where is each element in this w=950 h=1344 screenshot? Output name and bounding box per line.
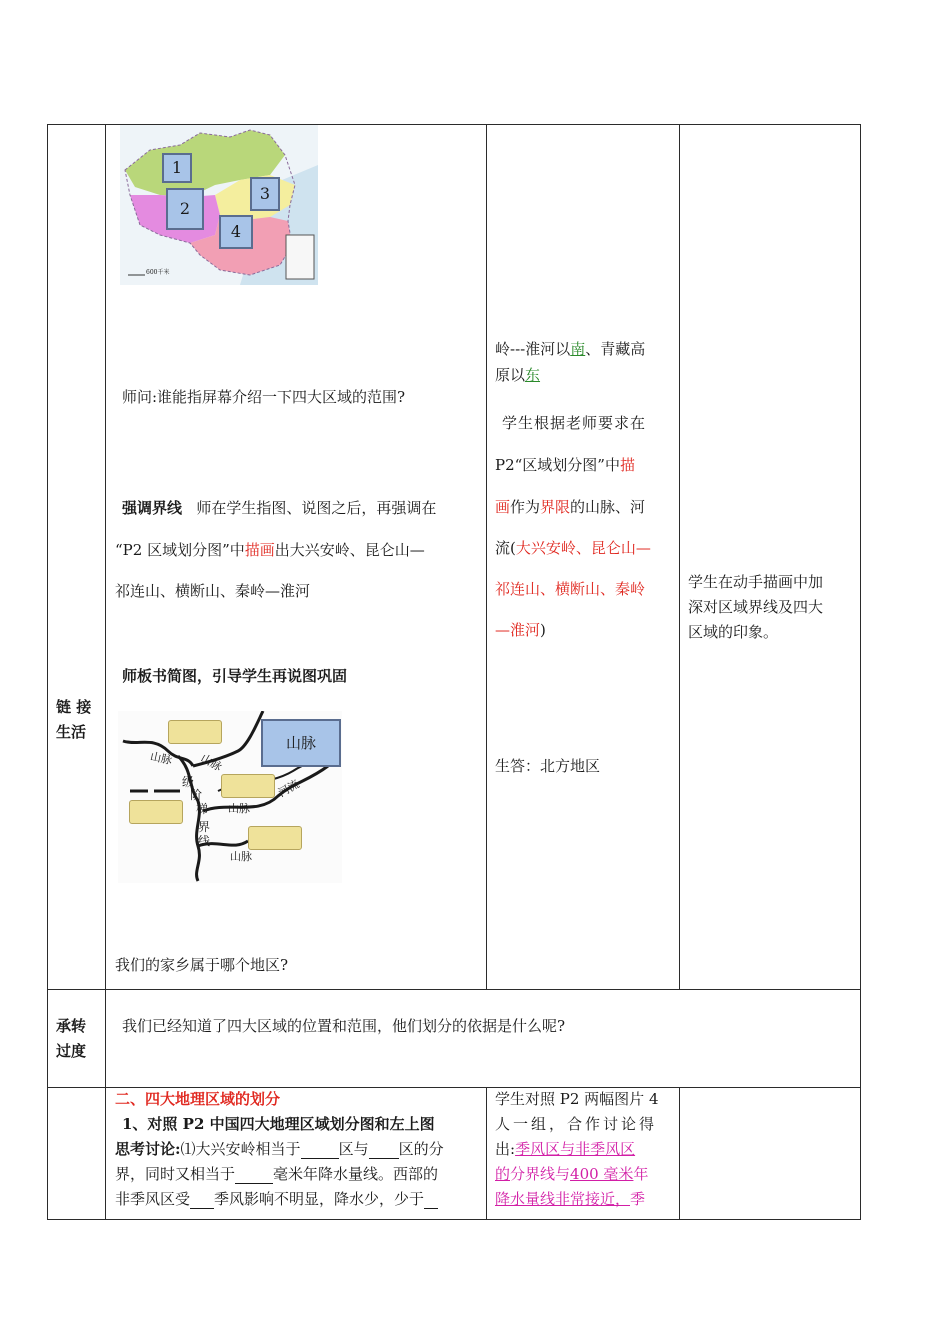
row3-student-line5-b: 季	[630, 1190, 646, 1208]
student-line1-c: 、青藏高	[585, 340, 646, 358]
row3-intent-cell	[679, 1087, 861, 1220]
teacher-question: 师问:谁能指屏幕介绍一下四大区域的范围?	[122, 388, 406, 406]
sketch-label-mountain-1: 山脉	[148, 749, 174, 768]
sketch-label-mountain-4: 山脉	[230, 850, 252, 863]
student-line2	[495, 365, 540, 385]
task-line2-end: 区的分	[398, 1140, 444, 1158]
row3-student-line4-a: 的	[495, 1165, 511, 1183]
blank-2	[369, 1144, 399, 1159]
sketch-blank-box-1	[168, 720, 222, 744]
board-sketch	[118, 711, 342, 883]
task-line1: 1、对照 P2 中国四大地理区域划分图和左上图	[122, 1115, 435, 1133]
row1-side-label-line2: 生活	[56, 723, 87, 741]
task-line4-b: 季风影响不明显，降水少，少于	[214, 1190, 425, 1208]
row3-label-cell	[47, 1087, 106, 1220]
board-title: 师板书简图，引导学生再说图巩固	[122, 667, 348, 685]
student-line6-b: 大兴安岭、昆仑山—	[515, 539, 651, 557]
student-line1-a: 岭---淮河以	[495, 340, 571, 358]
row3-student-line4-c: 400 毫米	[570, 1165, 634, 1183]
row2-side-label-line1: 承转	[56, 1017, 87, 1035]
sketch-label-boundary-1: 界	[198, 820, 211, 834]
section-heading: 二、四大地理区域的划分	[115, 1090, 281, 1108]
emphasis-line1-text: 师在学生指图、说图之后，再强调在	[196, 499, 437, 517]
sketch-label-boundary-2: 线	[198, 834, 211, 848]
emphasis-line2-a: “P2 区域划分图”中	[115, 541, 245, 559]
map-label-3: 3	[250, 177, 280, 211]
row2-side-label-line2: 过度	[56, 1042, 87, 1060]
map-label-4: 4	[219, 215, 253, 249]
row3-student-line1: 学生对照 P2 两幅图片 4	[495, 1090, 659, 1108]
student-line8-b: )	[540, 621, 546, 639]
row3-student-line2: 人一组，合作讨论得	[495, 1115, 658, 1133]
student-answer: 生答：北方地区	[495, 757, 601, 775]
student-line3: 学生根据老师要求在	[502, 414, 647, 432]
sketch-blank-box-3	[129, 800, 183, 824]
row3-student-line4-d: 年	[633, 1165, 649, 1183]
sketch-label-step-2: 阶	[190, 788, 203, 802]
row3-student-line3-a: 出:	[495, 1140, 516, 1158]
student-line7: 祁连山、横断山、秦岭	[495, 580, 646, 598]
sketch-label-mountain-3: 山脉	[228, 802, 250, 815]
student-line1	[495, 339, 645, 359]
transition-text: 我们已经知道了四大区域的位置和范围，他们划分的依据是什么呢?	[122, 1017, 566, 1035]
student-line2-b: 东	[525, 366, 541, 384]
row1-label-cell	[47, 124, 106, 990]
emphasis-title: 强调界线	[122, 499, 183, 517]
row3-student-line3-b: 季风区与非季风区	[515, 1140, 636, 1158]
row2-content-cell	[105, 989, 861, 1088]
student-line6-a: 流(	[495, 539, 516, 557]
sketch-label-river: 河流	[275, 777, 302, 800]
row2-label-cell	[47, 989, 106, 1088]
student-line8	[495, 620, 546, 640]
china-regions-map	[120, 125, 318, 285]
student-line5-b: 作为	[510, 498, 541, 516]
student-line4-a: P2“区域划分图”中	[495, 456, 620, 474]
blank-5	[424, 1194, 438, 1209]
row1-side-label-line1: 链 接	[56, 698, 92, 716]
student-line5	[495, 497, 645, 517]
student-line4	[495, 455, 635, 475]
intent-line2: 深对区域界线及四大	[688, 598, 824, 616]
blank-1	[301, 1144, 339, 1159]
emphasis-line1	[122, 498, 436, 518]
task-line2	[115, 1139, 444, 1159]
map-label-1: 1	[162, 153, 192, 183]
row3-student-line4-b: 分界线与	[510, 1165, 571, 1183]
task-line2-rest: ⑴大兴安岭相当于	[180, 1140, 301, 1158]
sketch-label-step-1: 级	[182, 775, 195, 789]
map-label-2: 2	[166, 188, 204, 230]
task-line4-a: 非季风区受	[115, 1190, 191, 1208]
student-line1-b: 南	[570, 340, 586, 358]
sketch-label-step-3: 梯	[196, 802, 209, 816]
intent-line1: 学生在动手描画中加	[688, 573, 824, 591]
blank-3	[235, 1169, 273, 1184]
task-line2-mid: 区与	[338, 1140, 369, 1158]
student-line5-a: 画	[495, 498, 511, 516]
task-line3-a: 界，同时又相当于	[115, 1165, 236, 1183]
emphasis-line2-b: 描画	[244, 541, 275, 559]
row3-student-line4	[495, 1164, 648, 1184]
task-line2-bold: 思考讨论:	[115, 1140, 181, 1158]
emphasis-line2	[115, 540, 425, 560]
student-line4-b: 描	[619, 456, 635, 474]
task-line4	[115, 1189, 438, 1209]
student-line6	[495, 538, 651, 558]
hometown-question: 我们的家乡属于哪个地区?	[115, 956, 289, 974]
sketch-label-mountain-2: 山脉	[198, 751, 225, 774]
sketch-mountain-box: 山脉	[261, 719, 341, 767]
row1-intent-cell	[679, 124, 861, 990]
student-line5-c: 界限	[540, 498, 571, 516]
student-line5-d: 的山脉、河	[570, 498, 646, 516]
row3-student-line5-a: 降水量线非常接近，	[495, 1190, 631, 1208]
task-line3	[115, 1164, 438, 1184]
blank-4	[190, 1194, 214, 1209]
task-line3-b: 毫米年降水量线。西部的	[273, 1165, 439, 1183]
row3-student-line3	[495, 1139, 635, 1159]
student-line2-a: 原以	[495, 366, 526, 384]
intent-line3: 区域的印象。	[688, 623, 779, 641]
map-scale-caption: 600千米	[146, 269, 170, 276]
row3-student-line5	[495, 1189, 645, 1209]
emphasis-line2-c: 出大兴安岭、昆仑山—	[274, 541, 425, 559]
student-line8-a: —淮河	[495, 621, 541, 639]
sketch-blank-box-4	[248, 826, 302, 850]
emphasis-line3: 祁连山、横断山、秦岭—淮河	[115, 582, 311, 600]
sketch-blank-box-2	[221, 774, 275, 798]
